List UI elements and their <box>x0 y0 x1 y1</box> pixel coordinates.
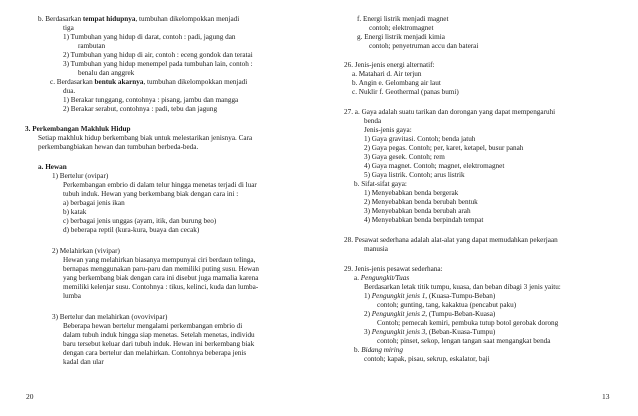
right-page-line: 2) Pengungkit jenis 2, (Tumpu-Beban-Kuasa) <box>364 310 496 318</box>
left-page-line: Setiap makhluk hidup berkembang biak untuk melestarikan jenisnya. Cara <box>38 134 253 142</box>
left-page-line: dengan cara bertelur dan melahirkan. Contohnya beberapa jenis <box>63 349 247 357</box>
right-page-line: 28. Pesawat sederhana adalah alat-alat yang dapat memudahkan pekerjaan <box>344 236 558 244</box>
left-page-line: 3. Perkembangan Makhluk Hidup <box>25 125 131 133</box>
right-page-line: 3) Pengungkit jenis 3, (Beban-Kuasa-Tumpu) <box>364 328 496 336</box>
left-page-line: lumba <box>63 292 81 300</box>
left-page-line: kadal dan ular <box>63 358 104 366</box>
right-page-line: contoh; penyetruman accu dan baterai <box>369 42 479 50</box>
left-page-line: b) katak <box>63 208 87 216</box>
left-page-line: 2) Melahirkan (vivipar) <box>52 247 120 255</box>
left-page-line: rambutan <box>78 42 106 50</box>
right-page-line: 1) Gaya gravitasi. Contoh; benda jatuh <box>364 135 476 143</box>
right-page-line: 3) Gaya gesek. Contoh; rem <box>364 153 445 161</box>
left-page-line: perkembangbiakan hewan dan tumbuhan berbeda-beda. <box>38 143 199 151</box>
left-page-line: dalam tubuh induk hingga siap menetas. Setelah menetas, individu <box>63 331 255 339</box>
left-page-line: a. Hewan <box>38 163 67 171</box>
right-page-line: Contoh; pemecah kemiri, pembuka tutup botol gerobak dorong <box>377 319 559 327</box>
right-page-line: benda <box>364 117 382 125</box>
left-page-line: tubuh induk. Hewan yang berkembang biak dengan cara ini : <box>63 190 239 198</box>
right-page-line: contoh; kapak, pisau, sekrup, eskalator, baji <box>364 355 490 363</box>
right-page-line: a. Pengungkit/Tuas <box>354 274 410 282</box>
right-page-line: 27. a. Gaya adalah suatu tarikan dan dorongan yang dapat mempengaruhi <box>344 108 556 116</box>
left-page-line: 2) Tumbuhan yang hidup di air, contoh : eceng gondok dan teratai <box>63 51 253 59</box>
left-page-line: 3) Bertelur dan melahirkan (ovovivipar) <box>52 313 168 321</box>
right-page-line: 4) Gaya magnet. Contoh; magnet, elektromagnet <box>364 162 505 170</box>
left-page-line: dua. <box>63 87 76 95</box>
left-page-line: 1) Bertelur (ovipar) <box>52 172 109 180</box>
right-page-line: Berdasarkan letak titik tumpu, kuasa, dan beban dibagi 3 jenis yaitu: <box>364 283 561 291</box>
right-page-line: contoh; gunting, tang, kakaktua (pencabut paku) <box>377 301 517 309</box>
left-page-line: c) berbagai jenis unggas (ayam, itik, dan burung beo) <box>63 217 217 225</box>
right-page-line: 26. Jenis-jenis energi alternatif: <box>344 61 435 69</box>
right-page-line: c. Nuklir f. Geothermal (panas bumi) <box>352 88 459 96</box>
right-page-line: 4) Menyebabkan benda berpindah tempat <box>364 216 484 224</box>
left-page-line: memiliki kelenjar susu. Contohnya : tikus, kelinci, kuda dan lumba- <box>63 283 259 291</box>
right-page-line: 2) Menyebabkan benda berubah bentuk <box>364 198 478 206</box>
left-page-line: 3) Tumbuhan yang hidup menempel pada tumbuhan lain, contoh : <box>63 60 253 68</box>
right-page-line: f. Energi listrik menjadi magnet <box>357 15 449 23</box>
page-number-right: 13 <box>602 392 610 401</box>
left-page-line: tiga <box>63 24 74 32</box>
right-page-line: contoh; elektromagnet <box>369 24 434 32</box>
left-page-line: Hewan yang melahirkan biasanya mempunyai ciri berdaun telinga, <box>63 256 256 264</box>
right-page-line: 5) Gaya listrik. Contoh; arus listrik <box>364 171 465 179</box>
right-page <box>319 0 638 416</box>
left-page-line: bernapas menggunakan paru-paru dan memiliki puting susu. Hewan <box>63 265 260 273</box>
right-page-line: 1) Pengungkit jenis 1, (Kuasa-Tumpu-Beban) <box>364 292 496 300</box>
right-page-line: b. Bidang miring <box>354 346 403 354</box>
left-page-line: baru tersebut keluar dari tubuh induk. Hewan ini berkembang biak <box>63 340 255 348</box>
left-page-line: 2) Berakar serabut, contohnya : padi, tebu dan jagung <box>63 105 218 113</box>
right-page-line: g. Energi listrik menjadi kimia <box>357 33 445 41</box>
right-page-line: b. Sifat-sifat gaya: <box>354 180 407 188</box>
left-page-line: d) beberapa reptil (kura-kura, buaya dan cecak) <box>63 226 200 234</box>
right-page-line: 29. Jenis-jenis pesawat sederhana: <box>344 265 443 273</box>
right-page-line: contoh; pinset, sekop, lengan tangan saat mengangkat benda <box>377 337 551 345</box>
right-page-line: 2) Gaya pegas. Contoh; per, karet, ketapel, busur panah <box>364 144 524 152</box>
right-page-line: 1) Menyebabkan benda bergerak <box>364 189 459 197</box>
left-page-line: yang berkembang biak dengan cara ini disebut juga mamalia karena <box>63 274 259 282</box>
left-page-line: a) berbagai jenis ikan <box>63 199 125 207</box>
right-page-line: 3) Menyebabkan benda berubah arah <box>364 207 471 215</box>
left-page-line: benalu dan anggrek <box>78 69 135 77</box>
right-page-line: b. Angin e. Gelombang air laut <box>352 79 441 87</box>
right-page-line: Jenis-jenis gaya: <box>364 126 412 134</box>
right-page-line: a. Matahari d. Air terjun <box>352 70 422 78</box>
left-page-line: b. Berdasarkan tempat hidupnya, tumbuhan dikelompokkan menjadi <box>38 15 240 23</box>
left-page-line: 1) Tumbuhan yang hidup di darat, contoh : padi, jagung dan <box>63 33 236 41</box>
right-page-line: manusia <box>364 245 388 253</box>
left-page-line: Beberapa hewan bertelur mengalami perkembangan embrio di <box>63 322 243 330</box>
left-page-line: Perkembangan embrio di dalam telur hingga menetas terjadi di luar <box>63 181 257 189</box>
page-number-left: 20 <box>26 392 34 401</box>
left-page-line: 1) Berakar tunggang, contohnya : pisang, jambu dan mangga <box>63 96 239 104</box>
left-page-line: c. Berdasarkan bentuk akarnya, tumbuhan dikelompokkan menjadi <box>50 78 248 86</box>
